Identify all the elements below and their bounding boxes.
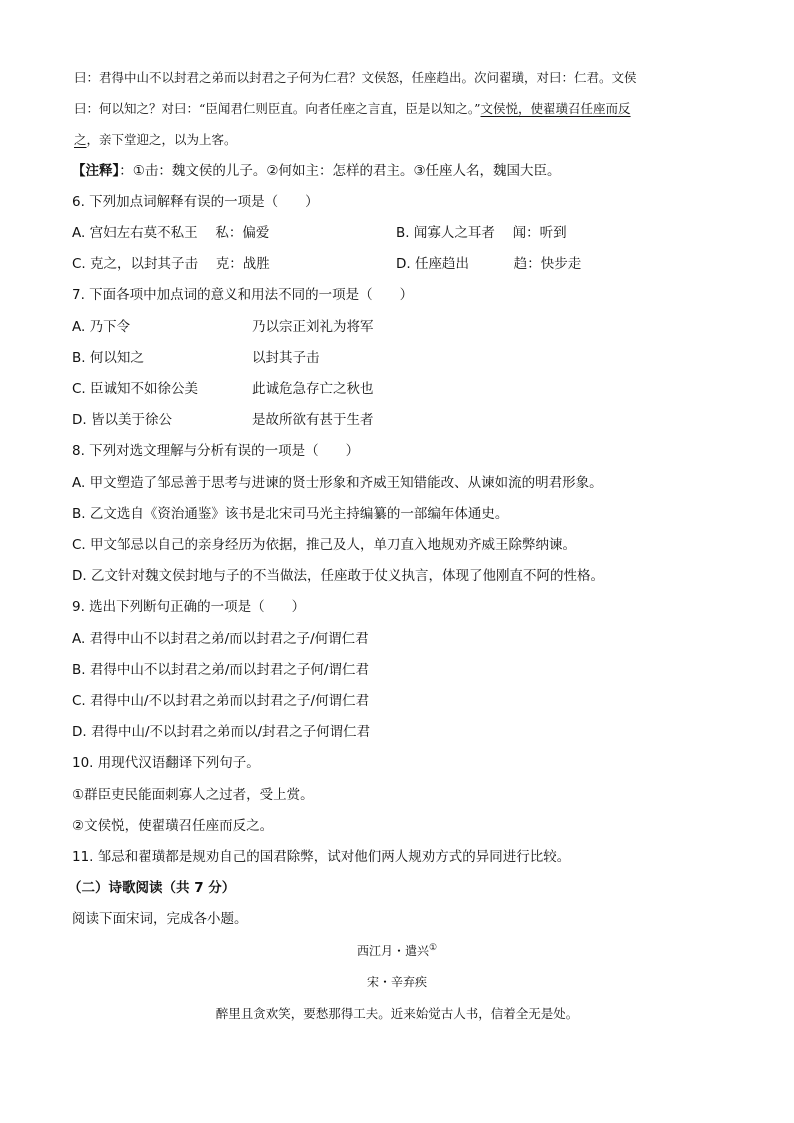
section-intro: 阅读下面宋词，完成各小题。 bbox=[72, 911, 248, 927]
q7-row-b bbox=[72, 349, 320, 367]
q7-d-left: D. 皆以美于徐公 bbox=[72, 412, 172, 428]
q7-a-right: 乃以宗正刘礼为将军 bbox=[252, 319, 374, 335]
q6-option-a: A. 宫妇左右莫不私王 私：偏爱 bbox=[72, 225, 270, 241]
q8-stem: 8. 下列对选文理解与分析有误的一项是（ ） bbox=[72, 443, 360, 459]
q6-option-c: C. 克之，以封其子击 克：战胜 bbox=[72, 256, 270, 272]
poem-note-marker: ① bbox=[428, 943, 438, 953]
q7-c-right: 此诚危急存亡之秋也 bbox=[252, 381, 374, 397]
q7-c-left: C. 臣诚知不如徐公美 bbox=[72, 381, 199, 397]
q8-option-d: D. 乙文针对魏文侯封地与子的不当做法，任座敢于仗义执言，体现了他刚直不阿的性格。 bbox=[72, 568, 604, 584]
q7-d-right: 是故所欲有甚于生者 bbox=[252, 412, 374, 428]
q7-b-left: B. 何以知之 bbox=[72, 350, 144, 366]
passage-line-3-text: ，亲下堂迎之，以为上客。 bbox=[86, 132, 237, 147]
q9-option-b: B. 君得中山不以封君之弟/而以封君之子何/谓仁君 bbox=[72, 662, 369, 678]
q8-option-a: A. 甲文塑造了邹忌善于思考与进谏的贤士形象和齐威王知错能改、从谏如流的明君形象。 bbox=[72, 475, 603, 491]
poem-title bbox=[0, 942, 794, 959]
q10-sentence-2: ②文侯悦，使翟璜召任座而反之。 bbox=[72, 818, 274, 834]
passage-line-2-text: 曰：何以知之？对曰：“臣闻君仁则臣直。向者任座之言直，臣是以知之。” bbox=[74, 101, 481, 116]
q9-option-d: D. 君得中山/不以封君之弟而以/封君之子何谓仁君 bbox=[72, 724, 371, 740]
q10-sentence-1: ①群臣吏民能面刺寡人之过者，受上赏。 bbox=[72, 787, 314, 803]
q8-option-b: B. 乙文选自《资治通鉴》该书是北宋司马光主持编纂的一部编年体通史。 bbox=[72, 506, 509, 522]
q11-stem: 11. 邹忌和翟璜都是规劝自己的国君除弊，试对他们两人规劝方式的异同进行比较。 bbox=[72, 849, 571, 865]
passage-line-1: 曰：君得中山不以封君之弟而以封君之子何为仁君？文侯怒，任座趋出。次问翟璜，对曰：仁君。文侯 bbox=[74, 70, 637, 85]
passage-line-3-underlined: 之 bbox=[74, 132, 87, 147]
poem-author: 宋・辛弃疾 bbox=[366, 975, 427, 989]
q9-stem: 9. 选出下列断句正确的一项是（ ） bbox=[72, 599, 306, 615]
q9-option-c: C. 君得中山/不以封君之弟而以封君之子/何谓仁君 bbox=[72, 693, 370, 709]
passage-line-3 bbox=[74, 131, 237, 149]
poem-line-1: 醉里且贪欢笑，要愁那得工夫。近来始觉古人书，信着全无是处。 bbox=[215, 1006, 579, 1021]
notes-label: 【注释】 bbox=[72, 163, 120, 179]
q10-stem: 10. 用现代汉语翻译下列句子。 bbox=[72, 755, 260, 771]
q8-option-c: C. 甲文邹忌以自己的亲身经历为依据，推己及人，单刀直入地规劝齐威王除弊纳谏。 bbox=[72, 537, 577, 553]
q7-row-a bbox=[72, 318, 374, 336]
passage-line-2-underlined: 文侯悦，使翟璜召任座而反 bbox=[480, 101, 631, 116]
q6-row-1 bbox=[72, 224, 567, 242]
q6-option-d: D. 任座趋出 趋：快步走 bbox=[396, 256, 582, 272]
section-heading: （二）诗歌阅读（共 7 分） bbox=[68, 880, 236, 896]
q7-a-left: A. 乃下令 bbox=[72, 319, 131, 335]
q7-row-d bbox=[72, 411, 374, 429]
q9-option-a: A. 君得中山不以封君之弟/而以封君之子/何谓仁君 bbox=[72, 631, 369, 647]
poem-title-text: 西江月・遣兴 bbox=[356, 944, 429, 958]
q6-stem: 6. 下列加点词解释有误的一项是（ ） bbox=[72, 194, 319, 210]
notes-text: ：①击：魏文侯的儿子。②何如主：怎样的君主。③任座人名，魏国大臣。 bbox=[119, 163, 561, 179]
q6-option-b: B. 闻寡人之耳者 闻：听到 bbox=[396, 225, 567, 241]
q6-row-2 bbox=[72, 255, 581, 273]
notes bbox=[72, 162, 561, 180]
q7-row-c bbox=[72, 380, 374, 398]
passage-line-2 bbox=[74, 100, 631, 118]
q7-b-right: 以封其子击 bbox=[252, 350, 320, 366]
q7-stem: 7. 下面各项中加点词的意义和用法不同的一项是（ ） bbox=[72, 287, 414, 303]
